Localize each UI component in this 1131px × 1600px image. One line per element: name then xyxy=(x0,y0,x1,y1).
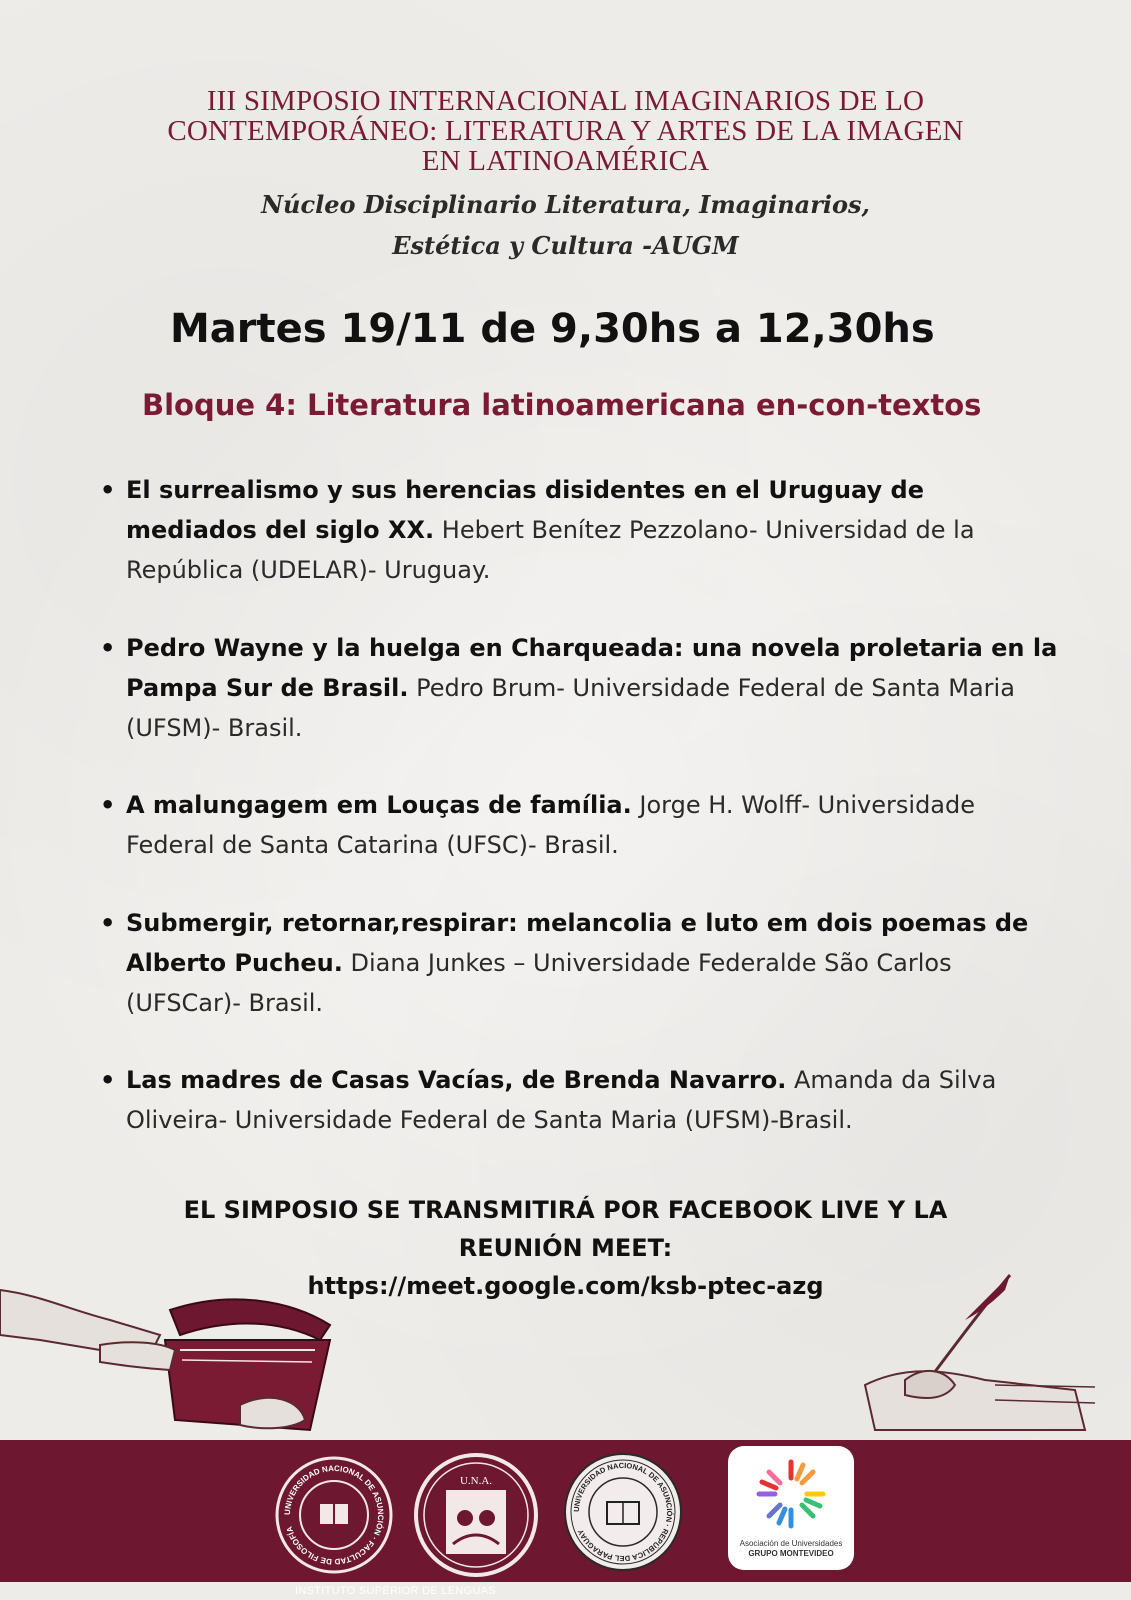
logo2-label: U.N.A. xyxy=(459,1475,493,1487)
bottom-strip xyxy=(0,1582,1131,1600)
title-line-2: CONTEMPORÁNEO: LITERATURA Y ARTES DE LA IMAGEN xyxy=(167,115,964,147)
symposium-title xyxy=(0,86,1131,176)
subtitle-line-2: Estética y Cultura -AUGM xyxy=(392,231,739,260)
symposium-subtitle xyxy=(0,184,1131,266)
list-item xyxy=(100,628,1060,748)
broadcast-line-1: EL SIMPOSIO SE TRANSMITIRÁ POR FACEBOOK LIVE Y LA xyxy=(183,1196,948,1224)
talk-title: El surrealismo y sus herencias disidentes en el Uruguay de mediados del siglo XX. xyxy=(126,476,924,544)
bullet-icon: • xyxy=(100,909,116,937)
meet-link[interactable]: https://meet.google.com/ksb-ptec-azg xyxy=(307,1272,824,1300)
talk-author: Amanda da Silva Oliveira- Universidade Federal de Santa Maria (UFSM)-Brasil. xyxy=(126,1066,997,1134)
augm-logo xyxy=(728,1446,854,1570)
una-isl-logo-icon xyxy=(413,1452,539,1578)
bullet-icon: • xyxy=(100,476,116,504)
universidad-nacional-asuncion-seal-icon xyxy=(563,1452,683,1572)
bloque-title: Bloque 4: Literatura latinoamericana en-con-textos xyxy=(142,388,982,422)
talk-title: A malungagem em Louças de família. xyxy=(126,791,632,819)
facultad-filosofia-seal-icon xyxy=(275,1456,393,1574)
list-item xyxy=(100,903,1060,1023)
bullet-icon: • xyxy=(100,791,116,819)
augm-caption-line-1: Asociación de Universidades xyxy=(739,1539,843,1548)
institute-text: INSTITUTO SUPERIOR DE LENGUAS xyxy=(295,1585,497,1597)
title-line-3: EN LATINOAMÉRICA xyxy=(421,145,710,177)
augm-sunburst-icon xyxy=(728,1446,854,1538)
talk-author: Hebert Benítez Pezzolano- Universidad de la República (UDELAR)- Uruguay. xyxy=(126,516,975,584)
talk-author: Pedro Brum- Universidade Federal de Santa Maria (UFSM)- Brasil. xyxy=(126,674,1015,742)
bullet-icon: • xyxy=(100,1066,116,1094)
talk-author: Diana Junkes – Universidade Federalde São Carlos (UFSCar)- Brasil. xyxy=(126,949,952,1017)
title-line-1: III SIMPOSIO INTERNACIONAL IMAGINARIOS DE LO xyxy=(206,85,925,117)
list-item xyxy=(100,470,1060,590)
broadcast-line-2: REUNIÓN MEET: xyxy=(458,1234,673,1262)
hand-with-quill-icon xyxy=(845,1265,1105,1440)
list-item xyxy=(100,785,1060,865)
subtitle-line-1: Núcleo Disciplinario Literatura, Imaginarios, xyxy=(261,190,870,219)
talk-title: Pedro Wayne y la huelga en Charqueada: una novela proletaria en la Pampa Sur de Brasil. xyxy=(126,634,1058,702)
talk-author: Jorge H. Wolff- Universidade Federal de Santa Catarina (UFSC)- Brasil. xyxy=(126,791,976,859)
list-item xyxy=(100,1060,1060,1140)
logo3-ring-text: UNIVERSIDAD NACIONAL DE ASUNCIÓN · REPÚBLICA DEL PARAGUAY xyxy=(571,1460,675,1564)
talk-title: Las madres de Casas Vacías, de Brenda Navarro. xyxy=(126,1066,787,1094)
augm-caption-line-2: GRUPO MONTEVIDEO xyxy=(748,1549,834,1558)
talk-title: Submergir, retornar,respirar: melancolia e luto em dois poemas de Alberto Pucheu. xyxy=(126,909,1029,977)
bullet-icon: • xyxy=(100,634,116,662)
date-line: Martes 19/11 de 9,30hs a 12,30hs xyxy=(170,306,935,352)
logo1-ring-text: UNIVERSIDAD NACIONAL DE ASUNCIÓN · FACULTAD DE FILOSOFÍA xyxy=(282,1463,386,1567)
hand-with-book-icon xyxy=(0,1280,400,1445)
